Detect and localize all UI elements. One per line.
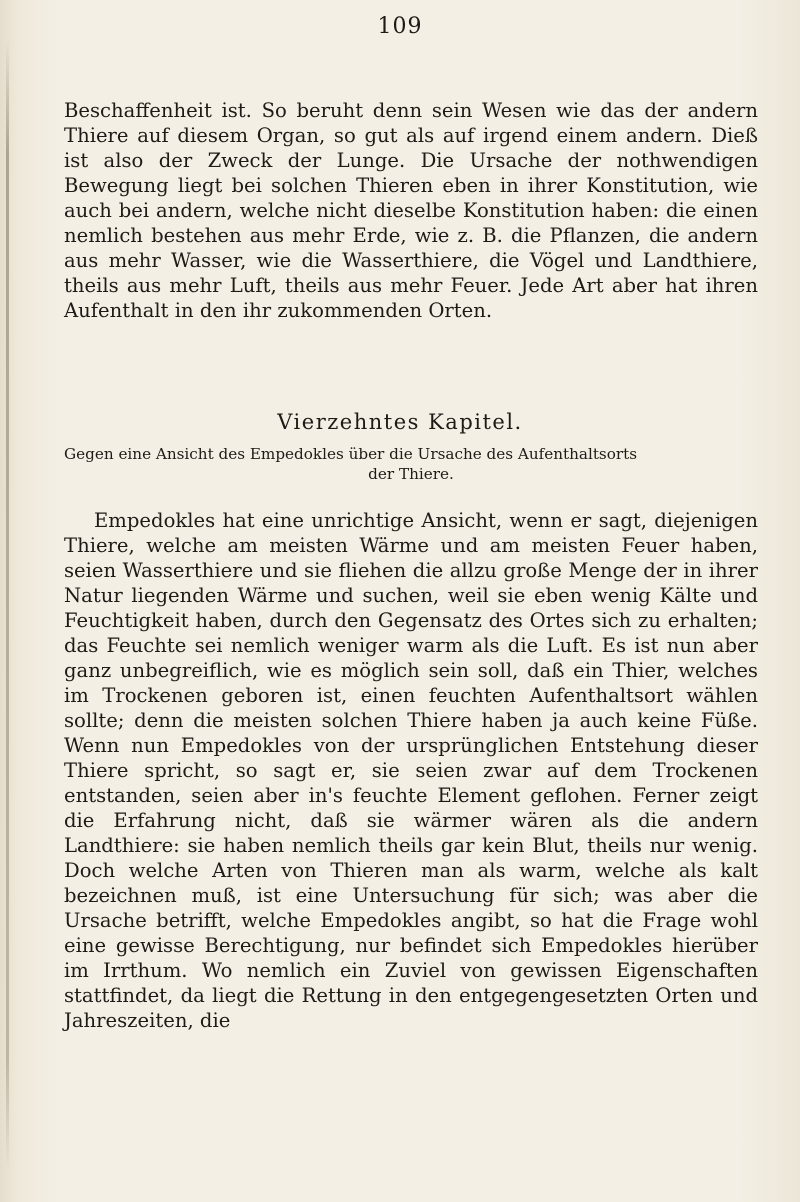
body-paragraph: Beschaffenheit ist. So beruht denn sein Wesen wie das der andern Thiere auf diesem Organ, so gut als auf irgend einem andern. Dieß ist also der Zweck der Lunge. Die Ursache der nothwendigen Bewegung liegt bei solchen Thieren eben in ihrer Konstitution, wie auch bei andern, welche nicht dieselbe Konstitution haben: die einen nemlich bestehen aus mehr Erde, wie z. B. die Pflanzen, die andern aus mehr Wasser, wie die Wasserthiere, die Vögel und Landthiere, theils aus mehr Luft, theils aus mehr Feuer. Jede Art aber hat ihren Aufenthalt in den ihr zukommenden Orten. xyxy=(64,98,758,322)
chapter-summary-line: Gegen eine Ansicht des Empedokles über die Ursache des Aufenthaltsorts xyxy=(64,445,638,463)
chapter-summary xyxy=(64,444,758,484)
body-paragraph: Empedokles hat eine unrichtige Ansicht, wenn er sagt, diejenigen Thiere, welche am meisten Wärme und am meisten Feuer haben, seien Wasserthiere und sie fliehen die allzu große Menge der in ihrer Natur liegenden Wärme und suchen, weil sie eben wenig Kälte und Feuchtigkeit haben, durch den Gegensatz des Ortes sich zu erhalten; das Feuchte sei nemlich weniger warm als die Luft. Es ist nun aber ganz unbegreiflich, wie es möglich sein soll, daß ein Thier, welches im Trockenen geboren ist, einen feuchten Aufenthaltsort wählen sollte; denn die meisten solchen Thiere haben ja auch keine Füße. Wenn nun Empedokles von der ursprünglichen Entstehung dieser Thiere spricht, so sagt er, sie seien zwar auf dem Trockenen entstanden, seien aber in's feuchte Element geflohen. Ferner zeigt die Erfahrung nicht, daß sie wärmer wären als die andern Landthiere: sie haben nemlich theils gar kein Blut, theils nur wenig. Doch welche Arten von Thieren man als warm, welche als kalt bezeichnen muß, ist eine Untersuchung für sich; was aber die Ursache betrifft, welche Empedokles angibt, so hat die Frage wohl eine gewisse Berechtigung, nur befindet sich Empedokles hierüber im Irrthum. Wo nemlich ein Zuviel von gewissen Eigenschaften stattfindet, da liegt die Rettung in den entgegengesetzten Orten und Jahreszeiten, die xyxy=(64,508,758,1032)
page-number: 109 xyxy=(377,14,423,39)
page-gutter-shadow xyxy=(6,40,9,1170)
chapter-summary-line: der Thiere. xyxy=(368,465,454,483)
chapter-heading: Vierzehntes Kapitel. xyxy=(277,410,523,434)
